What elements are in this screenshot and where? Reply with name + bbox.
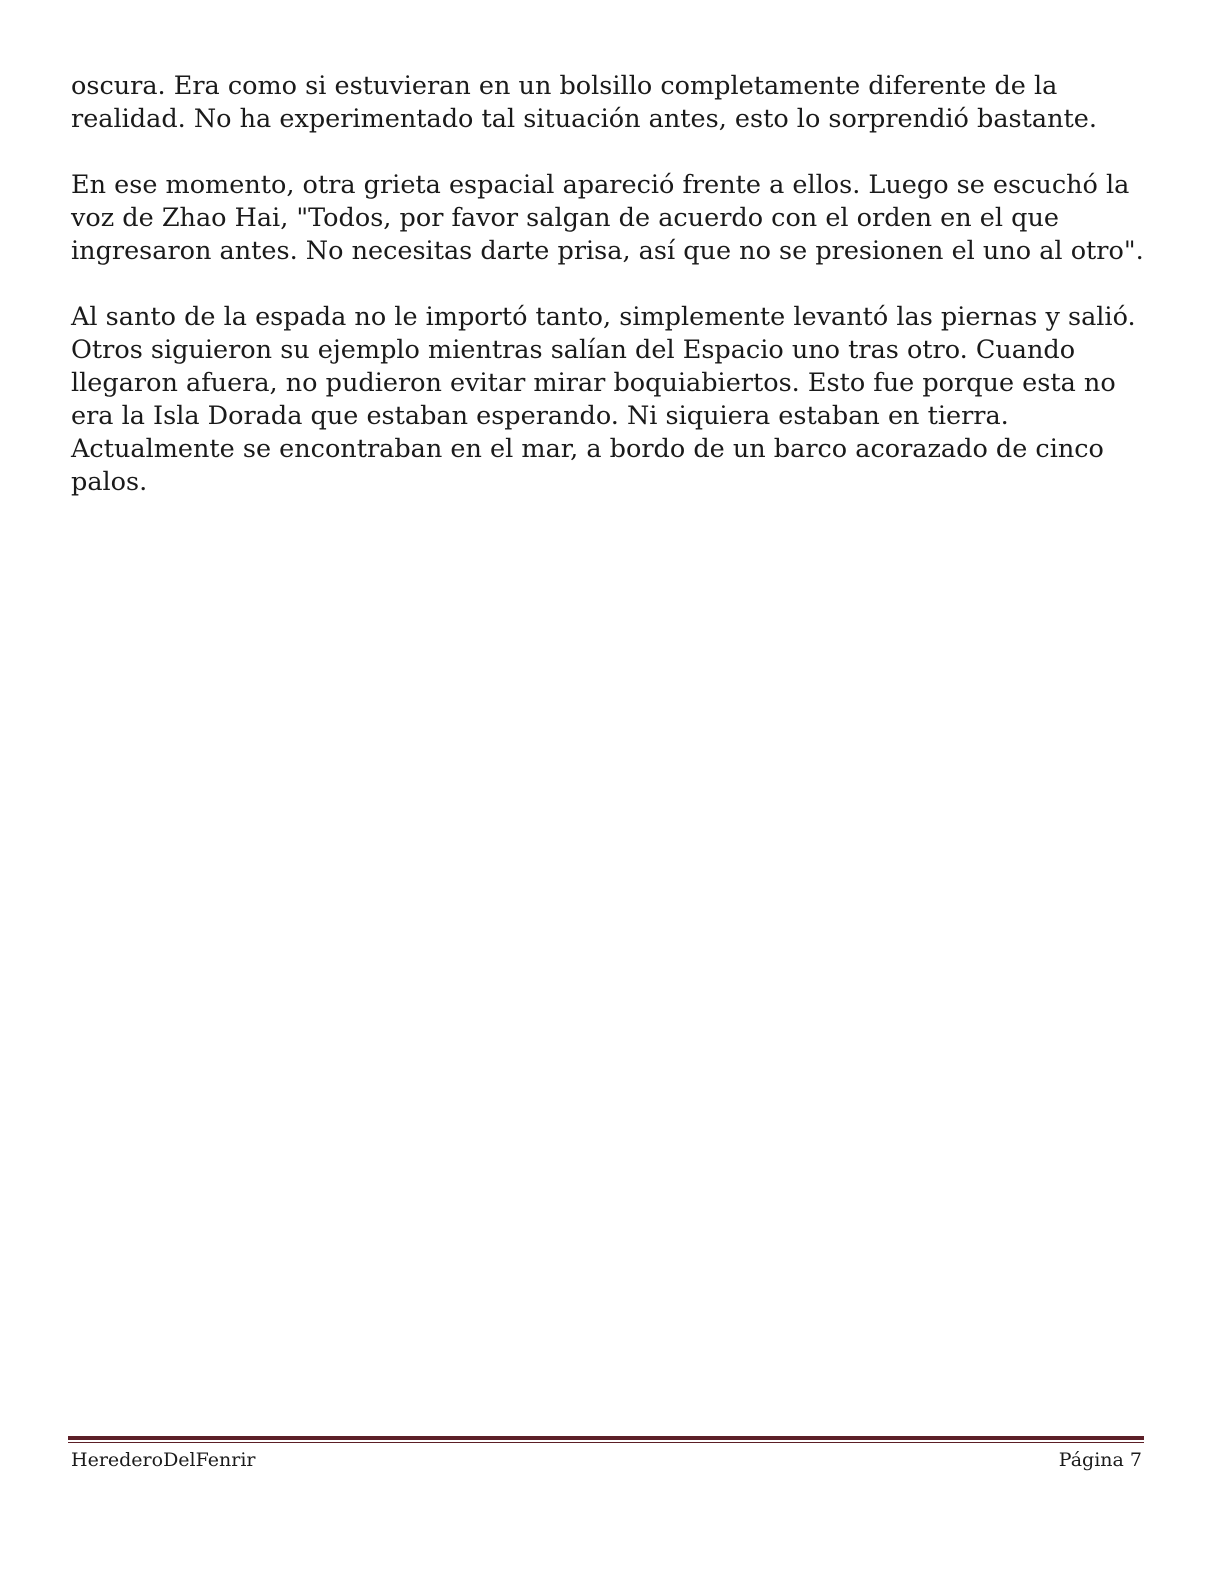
footer-page-number: Página 7 — [1058, 1449, 1142, 1471]
footer-author: HerederoDelFenrir — [71, 1449, 256, 1471]
footer-rule-thin — [68, 1442, 1144, 1443]
paragraph-1: oscura. Era como si estuvieran en un bolsillo completamente diferente de la realidad. No ha experimentado tal situación antes, esto lo sorprendió bastante. — [71, 71, 1097, 134]
footer-rule-thick — [68, 1436, 1144, 1440]
paragraph-3: Al santo de la espada no le importó tanto, simplemente levantó las piernas y salió. Otros siguieron su ejemplo mientras salían del Espacio uno tras otro. Cuando llegaron afuera, no pudieron evitar mirar boquiabiertos. Esto fue porque esta no era la Isla Dorada que estaban esperando. Ni siquiera estaban en tierra. Actualmente se encontraban en el mar, a bordo de un barco acorazado de cinco palos. — [71, 302, 1136, 497]
body-text — [71, 70, 1161, 532]
paragraph-2: En ese momento, otra grieta espacial apareció frente a ellos. Luego se escuchó la voz de Zhao Hai, "Todos, por favor salgan de acuerdo con el orden en el que ingresaron antes. No necesitas darte prisa, así que no se presionen el uno al otro". — [71, 170, 1144, 266]
